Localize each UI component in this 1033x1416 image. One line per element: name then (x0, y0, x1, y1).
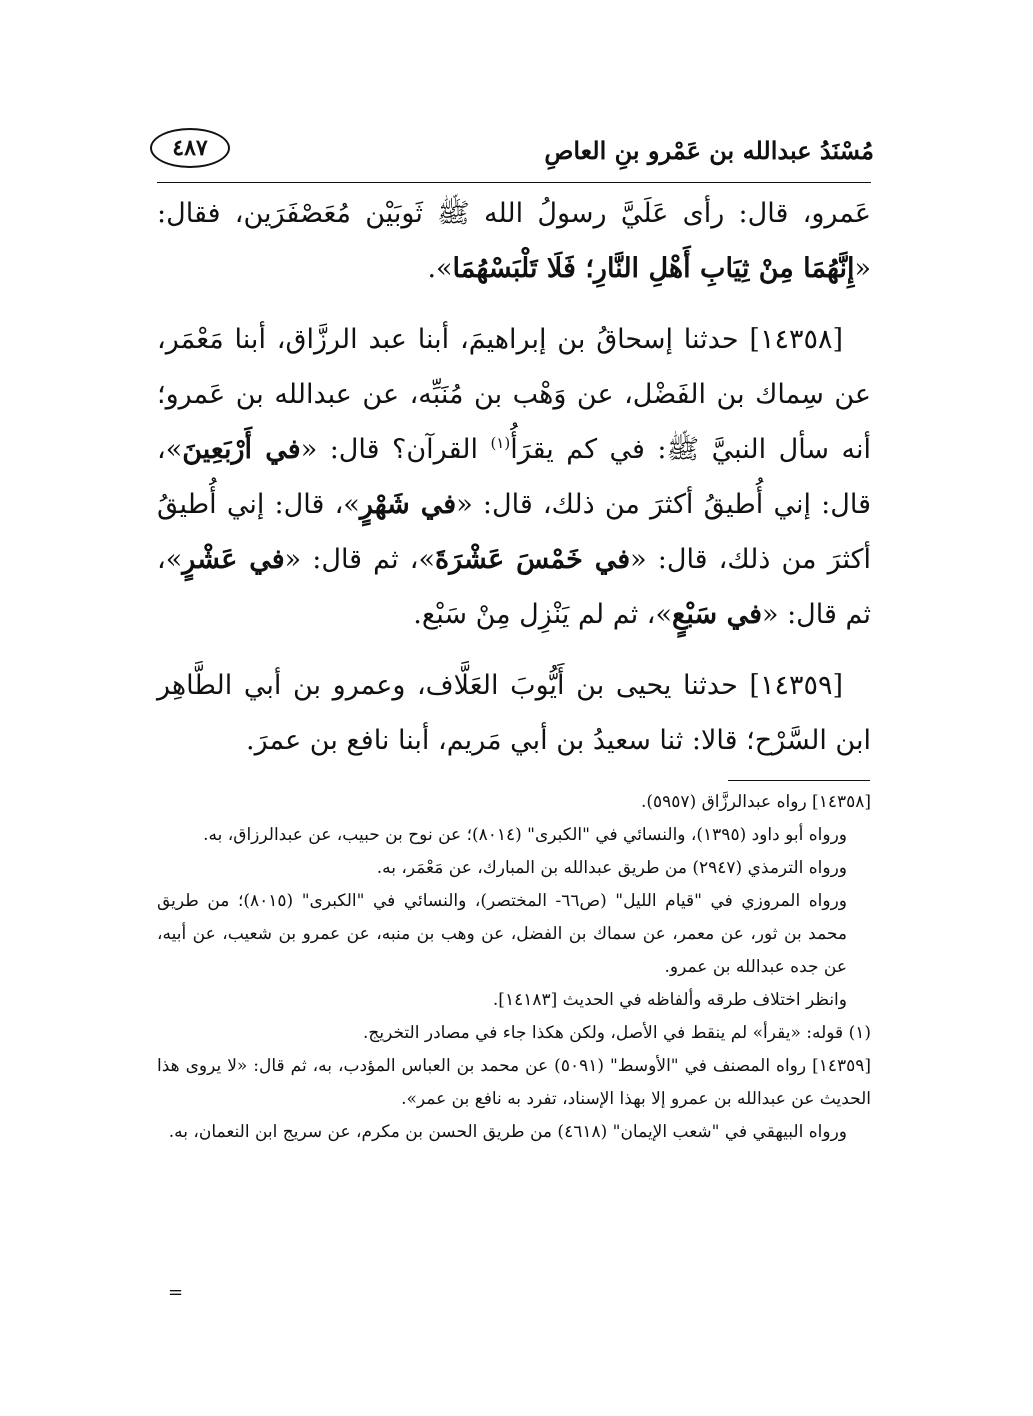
text-run: عَمرو، قال: رأى عَلَيَّ رسولُ الله ﷺ ثَوبَيْن مُعَصْفَرَين، فقال: « (157, 198, 871, 284)
main-text (157, 186, 871, 768)
hadith-quote: في سَبْعٍ (672, 599, 762, 630)
footnote-line: [١٤٣٥٩] رواه المصنف في "الأوسط" (٥٠٩١) عن محمد بن العباس المؤدب، به، ثم قال: «لا يروى هذا الحديث عن عبدالله بن عمرو إلا بهذا الإسناد، تفرد به نافع بن عمر». (157, 1056, 872, 1109)
hadith-quote: إِنَّهُمَا مِنْ ثِيَابِ أَهْلِ النَّارِ؛ فَلَا تَلْبَسْهُمَا (452, 253, 855, 284)
footnote-line: ورواه الترمذي (٢٩٤٧) من طريق عبدالله بن المبارك، عن مَعْمَر، به. (376, 858, 847, 878)
footnote-line: وانظر اختلاف طرقه وألفاظه في الحديث [١٤١٨٣]. (492, 990, 847, 1010)
hadith-14358 (157, 312, 871, 642)
page-number: ٤٨٧ (150, 128, 230, 168)
text-run: »، ثم قال: « (157, 544, 871, 630)
page-header (150, 124, 874, 184)
text-run: [١٤٣٥٨] حدثنا إسحاقُ بن إبراهيمَ، أبنا عبد الرزَّاق، أبنا مَعْمَر، عن سِماك بن الفَضْل، عن وَهْب بن مُنَبِّه، عن عبدالله بن عَمرو؛ أنه سأل النبيَّ ﷺ: في كم يقرَأُ (157, 324, 872, 465)
running-title: مُسْنَدُ عبدالله بن عَمْرو بنِ العاصِ (544, 136, 874, 165)
text-run: ». (427, 253, 453, 284)
text-run: »، قال: إني أُطيقُ أكثرَ من ذلك، قال: « (157, 489, 871, 575)
footnote-line: ورواه المروزي في "قيام الليل" (ص٦٦- المختصر)، والنسائي في "الكبرى" (٨٠١٥)؛ من طريق محمد بن ثور، عن معمر، عن سماك بن الفضل، عن وهب بن منبه، عن عمرو بن شعيب، عن أبيه، عن جده عبدالله بن عمرو. (157, 891, 847, 977)
text-run: »، ثم قال: « (284, 544, 435, 575)
text-run: »، ثم لم يَنْزِل مِنْ سَبْع. (413, 599, 673, 630)
hadith-quote: في شَهْرٍ (359, 489, 457, 520)
header-rule (157, 182, 871, 183)
hadith-quote: في أَرْبَعِينَ (182, 434, 301, 465)
hadith-quote: في عَشْرٍ (182, 544, 285, 575)
text-run: »، قال: إني أُطيقُ أكثرَ من ذلك، قال: « (157, 434, 872, 520)
footnote-ref: (١) (490, 434, 511, 452)
paragraph-continuation (157, 186, 871, 296)
footnote-line: ورواه البيهقي في "شعب الإيمان" (٤٦١٨) من طريق الحسن بن مكرم، عن سريج ابن النعمان، به. (168, 1122, 847, 1142)
footnote-rule (728, 780, 870, 781)
continuation-mark: = (168, 1282, 184, 1303)
footnote-line: ورواه أبو داود (١٣٩٥)، والنسائي في "الكبرى" (٨٠١٤)؛ عن نوح بن حبيب، عن عبدالرزاق، به. (203, 825, 847, 845)
footnotes (157, 786, 871, 1149)
footnote-line: (١) قوله: «يقرأ» لم ينقط في الأصل، ولكن هكذا جاء في مصادر التخريج. (362, 1023, 871, 1043)
footnote-line: [١٤٣٥٨] رواه عبدالرزَّاق (٥٩٥٧). (640, 792, 871, 812)
hadith-14359: [١٤٣٥٩] حدثنا يحيى بن أَيُّوبَ العَلَّاف، وعمرو بن أبي الطَّاهِر ابن السَّرْح؛ قالا: ثنا سعيدُ بن أبي مَريم، أبنا نافع بن عمرَ. (157, 670, 871, 756)
text-run: القرآن؟ قال: « (300, 434, 491, 465)
hadith-quote: في خَمْسَ عَشْرَةَ (434, 544, 631, 575)
